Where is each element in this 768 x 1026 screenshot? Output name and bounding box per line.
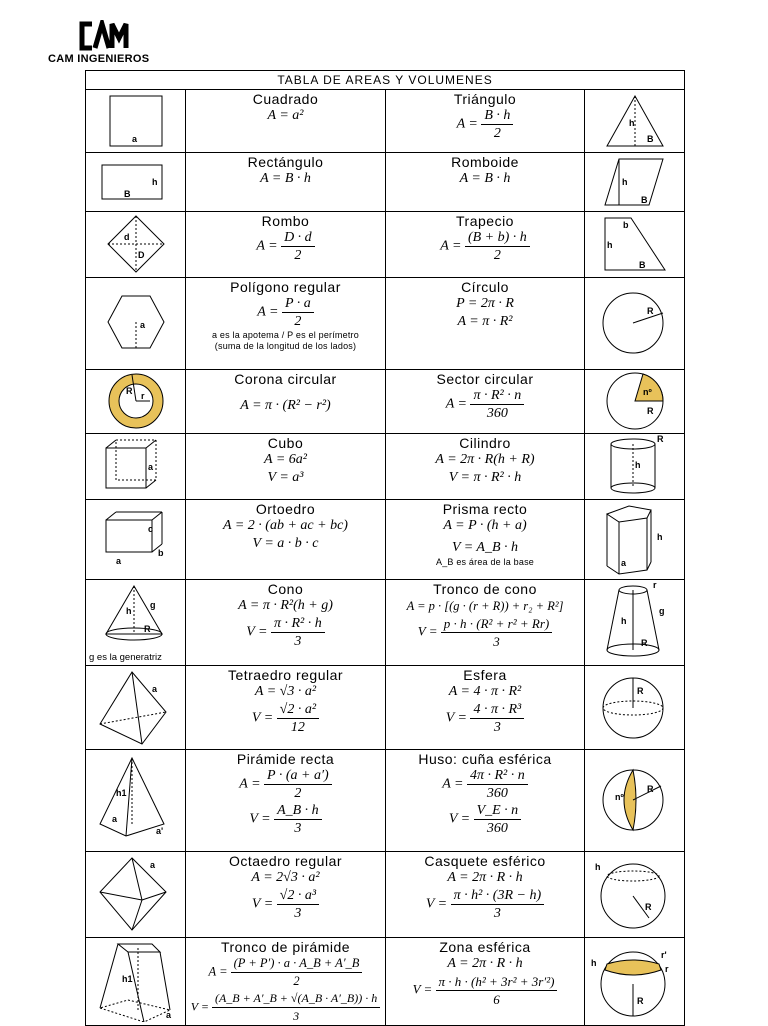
figure-label: R (637, 996, 644, 1006)
figure-label: B (124, 189, 131, 199)
prism-figure (585, 500, 685, 580)
cell-octaedro (186, 852, 386, 938)
formula-part: √2 · a³ (277, 887, 319, 905)
formula: A = B · h (459, 171, 511, 186)
figure-label: R (647, 406, 654, 416)
formula-part (264, 767, 332, 802)
figure-label: R (637, 686, 644, 696)
figure-label: B (647, 134, 654, 144)
formula-part: A = π · R²(h + g) (238, 598, 333, 613)
cell-romboide (386, 153, 585, 212)
cylinder-figure (585, 434, 685, 500)
shape-name: Tetraedro regular (227, 667, 344, 683)
cube-figure (86, 434, 186, 500)
shape-name: Polígono regular (230, 279, 341, 295)
shape-name: Círculo (461, 279, 509, 295)
rhombus-figure (86, 212, 186, 278)
formula-part: A = (445, 396, 467, 412)
figure-label: nº (643, 387, 652, 397)
formula-part: π · R² · h (271, 615, 325, 633)
formula-part: A = 6a² (264, 452, 307, 467)
formula-part (386, 802, 584, 837)
formula-part (186, 887, 385, 922)
formula-part: A = 2π · R · h (447, 956, 523, 971)
shape-name: Rectángulo (247, 154, 324, 170)
figure-label: h (629, 118, 635, 128)
figure-label: a (166, 1010, 172, 1020)
formula-part: V = (190, 999, 209, 1014)
cell-cubo (186, 434, 386, 500)
figure-label: a (148, 462, 154, 472)
formula-part: √2 · a² (277, 701, 319, 719)
shape-name: Cono (267, 581, 304, 597)
triangle-figure (585, 90, 685, 153)
formula-part (386, 887, 584, 922)
formula: A = B · h (260, 171, 311, 186)
formula-part (386, 767, 584, 802)
formula-part: A = (208, 964, 228, 979)
figure-label: h1 (122, 974, 133, 984)
formula-table (85, 70, 685, 1026)
figure-label: a (621, 558, 627, 568)
cell-cilindro (386, 434, 585, 500)
formula-part (277, 887, 319, 922)
circle-figure (585, 278, 685, 370)
cell-rectangulo (186, 153, 386, 212)
formula-part: (A_B + A′_B + √(A_B · A′_B)) · h (212, 990, 380, 1008)
formula-part: V = (249, 811, 271, 827)
formula-part: (P + P′) · a · A_B + A′_B (231, 955, 363, 973)
figure-label: a' (156, 826, 164, 836)
formula-part (441, 615, 553, 650)
figure-label: D (138, 250, 145, 260)
shape-name: Romboide (451, 154, 519, 170)
cell-zona-esferica (386, 938, 585, 1026)
formula-part: π · h² · (3R − h) (451, 887, 545, 905)
ring-figure (86, 370, 186, 434)
formula-part (467, 767, 528, 802)
formula-part: p · h · (R² + r² + Rr) (441, 615, 553, 633)
formula-part (281, 229, 315, 264)
formula-part (186, 802, 385, 837)
figure-label: R (144, 624, 151, 634)
formula-part: P = 2π · R (456, 296, 514, 311)
formula-part: 3 (493, 720, 501, 735)
cell-poligono (186, 278, 386, 370)
shape-name: Tronco de pirámide (220, 939, 351, 955)
figure-label: d (124, 232, 130, 242)
figure-label: a (150, 860, 156, 870)
formula-part: A = P · (h + a) (443, 518, 527, 533)
formula-part: 2 (294, 248, 302, 263)
shape-name: Esfera (463, 667, 507, 683)
figure-label: b (158, 548, 164, 558)
figure-label: h (622, 177, 628, 187)
figure-label: h (635, 460, 641, 470)
figure-label: h (621, 616, 627, 626)
figure-label: R (647, 784, 654, 794)
figure-label: a (140, 320, 146, 330)
label-a: a (132, 134, 138, 144)
shape-name: Cuadrado (252, 91, 319, 107)
formula-part: V = A_B · h (451, 540, 519, 555)
cell-tetraedro (186, 666, 386, 750)
shape-name: Prisma recto (442, 501, 528, 517)
formula-part: A = π · R² (457, 314, 513, 329)
formula-part (186, 767, 385, 802)
cell-corona (186, 370, 386, 434)
frustum-pyramid-figure (86, 938, 186, 1026)
formula-part: 2 (493, 248, 501, 263)
formula-part (470, 387, 524, 422)
formula-part: A = 2π · R(h + R) (435, 452, 535, 467)
formula-part (282, 295, 314, 330)
shape-name: Rombo (261, 213, 310, 229)
shape-name: Sector circular (436, 371, 534, 387)
figure-label: c (148, 524, 154, 534)
formula-part: A = 2 · (ab + ac + bc) (223, 518, 348, 533)
formula-part: 3 (294, 821, 302, 836)
formula-part: D · d (281, 229, 315, 247)
cell-cuadrado (186, 90, 386, 153)
formula-part: 2 (294, 786, 302, 801)
shape-name: Tronco de cono (433, 581, 537, 597)
figure-label: h (591, 958, 597, 968)
cuboid-figure (86, 500, 186, 580)
figure-label: r' (661, 950, 667, 960)
logo-mark-icon (78, 20, 140, 52)
cell-sector (386, 370, 585, 434)
figure-label: h (126, 606, 132, 616)
shape-name: Huso: cuña esférica (418, 751, 552, 767)
cell-prisma (386, 500, 585, 580)
figure-label: h (595, 862, 601, 872)
spherical-wedge-figure (585, 750, 685, 852)
figure-label: a (152, 684, 158, 694)
figure-label: R (645, 902, 652, 912)
shape-name: Cubo (267, 435, 304, 451)
formula-part: A = (256, 238, 278, 254)
cell-triangulo (386, 90, 585, 153)
formula-part: 2 (294, 314, 302, 329)
formula-part: V = (445, 710, 467, 726)
formula-part: V_E · n (474, 802, 522, 820)
spherical-zone-figure (585, 938, 685, 1026)
formula-part: A = 2π · R · h (447, 870, 523, 885)
shape-name: Triángulo (453, 91, 517, 107)
table-title: TABLA DE AREAS Y VOLUMENES (86, 71, 685, 90)
shape-name: Pirámide recta (236, 751, 335, 767)
figure-label: r (141, 391, 145, 401)
formula-part (212, 990, 380, 1025)
formula-part: A = π · (R² − r²) (240, 398, 331, 413)
formula-part (271, 615, 325, 650)
formula-part: V = (417, 623, 438, 639)
formula-part: A = (440, 238, 462, 254)
formula-part (274, 802, 322, 837)
formula-part: A_B · h (274, 802, 322, 820)
formula: A = a² (267, 108, 304, 123)
figure-label: a (116, 556, 122, 566)
formula-part (277, 701, 319, 736)
formula-part (451, 887, 545, 922)
formula-part: 2 (293, 974, 300, 988)
square-figure (86, 90, 186, 153)
formula-num: B · h (481, 107, 513, 125)
formula-part: 12 (290, 720, 305, 735)
octahedron-figure (86, 852, 186, 938)
formula-part: 3 (293, 1009, 300, 1023)
tetrahedron-figure (86, 666, 186, 750)
formula-part: V = (246, 624, 268, 640)
formula-part (436, 973, 558, 1008)
formula-part (386, 387, 584, 422)
figure-label: B (641, 195, 648, 205)
figure-label: B (639, 260, 646, 270)
note: a es la apotema / P es el perímetro (212, 330, 359, 340)
formula-part: V = a³ (267, 470, 304, 485)
formula-part: 3 (493, 906, 501, 921)
figure-label: R (126, 386, 133, 396)
figure-label: r (653, 580, 657, 590)
cell-ortoedro (186, 500, 386, 580)
cell-huso (386, 750, 585, 852)
trapezoid-figure (585, 212, 685, 278)
formula-part (470, 701, 524, 736)
figure-label: h (657, 532, 663, 542)
sphere-figure (585, 666, 685, 750)
formula-part: V = (412, 981, 433, 997)
frustum-cone-figure (585, 580, 685, 666)
formula-part: V = π · R² · h (448, 470, 522, 485)
formula-part: π · R² · n (470, 387, 524, 405)
figure-label: a (112, 814, 118, 824)
figure-label: r (665, 964, 669, 974)
formula-part: 4 · π · R³ (470, 701, 524, 719)
generatrix-note: g es la generatriz (89, 652, 162, 663)
figure-label: R (657, 434, 664, 444)
shape-name: Casquete esférico (424, 853, 546, 869)
shape-name: Zona esférica (439, 939, 531, 955)
figure-label: R (641, 638, 648, 648)
formula-part: 3 (294, 634, 302, 649)
cell-circulo (386, 278, 585, 370)
formula-part: V = a · b · c (252, 536, 319, 551)
sector-figure (585, 370, 685, 434)
figure-label: R (647, 306, 654, 316)
formula-part: P · (a + a′) (264, 767, 332, 785)
formula-part: 3 (493, 634, 500, 649)
formula-part (386, 107, 584, 142)
formula-part (386, 973, 584, 1008)
logo-text: CAM INGENIEROS (48, 53, 150, 65)
formula-part: 3 (294, 906, 302, 921)
shape-name: Corona circular (234, 371, 337, 387)
formula-part (386, 701, 584, 736)
cell-trapecio (386, 212, 585, 278)
shape-name: Trapecio (456, 213, 514, 229)
cell-piramide (186, 750, 386, 852)
formula-part (481, 107, 513, 142)
formula-part (186, 295, 385, 330)
formula-part: 360 (486, 786, 508, 801)
formula-part: V = (251, 896, 274, 912)
formula-part: A = (442, 776, 464, 792)
figure-label: h1 (116, 788, 127, 798)
formula-part (386, 615, 584, 650)
formula-den: 2 (493, 126, 501, 141)
formula-part: 360 (486, 406, 508, 421)
formula-part: A = (239, 776, 261, 792)
formula-part: P · a (282, 295, 314, 313)
cell-tronco-cono (386, 580, 585, 666)
formula-lhs: A = (456, 116, 478, 132)
formula-part: A = √3 · a² (254, 684, 317, 699)
formula-part (186, 990, 385, 1025)
formula-part: V = (448, 811, 471, 827)
formula-part: A = 4 · π · R² (448, 684, 522, 699)
cell-cono (186, 580, 386, 666)
cone-figure (86, 580, 186, 666)
figure-label: nº (615, 792, 624, 802)
shape-name: Ortoedro (255, 501, 316, 517)
formula-part (186, 229, 385, 264)
formula-part (231, 955, 363, 990)
cell-rombo (186, 212, 386, 278)
formula-part: A_B es área de la base (436, 557, 534, 567)
formula-part (186, 701, 385, 736)
cell-casquete (386, 852, 585, 938)
pyramid-figure (86, 750, 186, 852)
formula-part (465, 229, 530, 264)
figure-label: g (150, 600, 156, 610)
formula-part: 4π · R² · n (467, 767, 528, 785)
cell-esfera (386, 666, 585, 750)
formula-part: 6 (493, 992, 500, 1007)
formula-part: (B + b) · h (465, 229, 530, 247)
note: (suma de la longitud de los lados) (214, 341, 357, 351)
shape-name: Octaedro regular (228, 853, 343, 869)
formula-part: π · h · (h² + 3r² + 3r′²) (436, 973, 558, 991)
polygon-figure (86, 278, 186, 370)
rectangle-figure (86, 153, 186, 212)
figure-label: h (152, 177, 158, 187)
rhomboid-figure (585, 153, 685, 212)
formula-part (186, 955, 385, 990)
formula-part (386, 229, 584, 264)
formula-part (186, 615, 385, 650)
cell-tronco-piramide (186, 938, 386, 1026)
formula-part: A = (257, 304, 279, 320)
spherical-cap-figure (585, 852, 685, 938)
formula-part: V = (251, 710, 274, 726)
formula-part: 360 (486, 821, 508, 836)
formula-part: A = 2√3 · a² (251, 870, 320, 885)
formula-part: V = (425, 896, 448, 912)
figure-label: b (623, 220, 629, 230)
figure-label: g (659, 606, 665, 616)
cam-logo (48, 20, 168, 70)
formula-part (474, 802, 522, 837)
formula-part: A = p · [(g · (r + R)) + r₂ + R²] (406, 599, 564, 613)
figure-label: h (607, 240, 613, 250)
shape-name: Cilindro (459, 435, 511, 451)
